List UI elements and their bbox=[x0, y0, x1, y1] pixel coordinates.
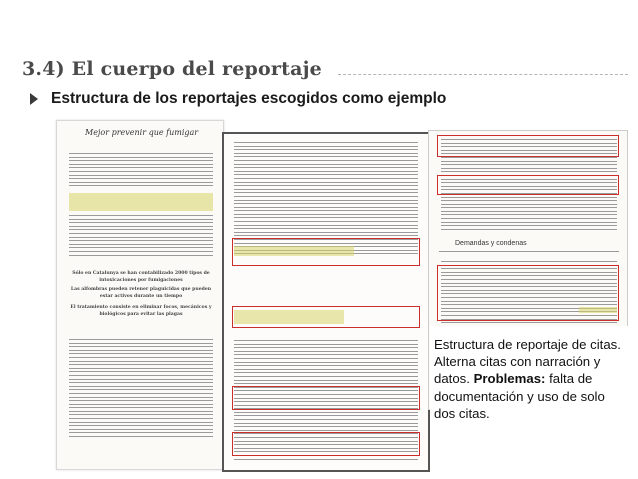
page-1-text-block-1 bbox=[69, 153, 213, 189]
caption-description: Estructura de reportaje de citas. Alterna citas con narración y datos. bbox=[434, 337, 621, 387]
page-1-text-block-3 bbox=[69, 339, 213, 440]
page-1-title: Mejor prevenir que fumigar bbox=[85, 128, 199, 137]
page-3-subheading-rule bbox=[439, 251, 619, 252]
title-divider bbox=[338, 74, 628, 75]
page-1-pull-quote-2: Las alfombras pueden retener plaguicidas que pueden estar activos durante un tiempo bbox=[70, 287, 212, 299]
page-1-highlight-1 bbox=[69, 193, 213, 211]
document-page-1 bbox=[56, 120, 224, 470]
page-2-quote-box-3 bbox=[232, 386, 420, 410]
page-1-pull-quote-3: El tratamiento consiste en eliminar focos, mecánicos y biológicos para evitar las plagas bbox=[70, 305, 212, 317]
page-3-quote-box-2 bbox=[437, 175, 619, 195]
page-2-highlight-2 bbox=[234, 310, 344, 324]
triangle-bullet-icon bbox=[30, 93, 38, 105]
page-1-pull-quote-1: Sólo en Catalunya se han contabilizado 2000 tipos de intoxicaciones por fumigaciones bbox=[72, 271, 210, 283]
bullet-item bbox=[30, 90, 446, 108]
page-2-highlight-1 bbox=[234, 246, 354, 256]
page-3-highlight-1 bbox=[579, 307, 617, 313]
bullet-text: Estructura de los reportajes escogidos como ejemplo bbox=[51, 90, 447, 107]
slide-title: 3.4) El cuerpo del reportaje bbox=[22, 58, 322, 80]
caption-box bbox=[430, 326, 630, 426]
document-page-2 bbox=[222, 132, 430, 472]
caption-problems-text: falta de documentación y uso de solo dos citas. bbox=[434, 371, 605, 421]
caption-problems-label: Problemas: bbox=[473, 371, 546, 387]
page-3-subheading: Demandas y condenas bbox=[455, 240, 527, 247]
page-2-quote-box-4 bbox=[232, 432, 420, 456]
page-1-text-block-2 bbox=[69, 215, 213, 258]
